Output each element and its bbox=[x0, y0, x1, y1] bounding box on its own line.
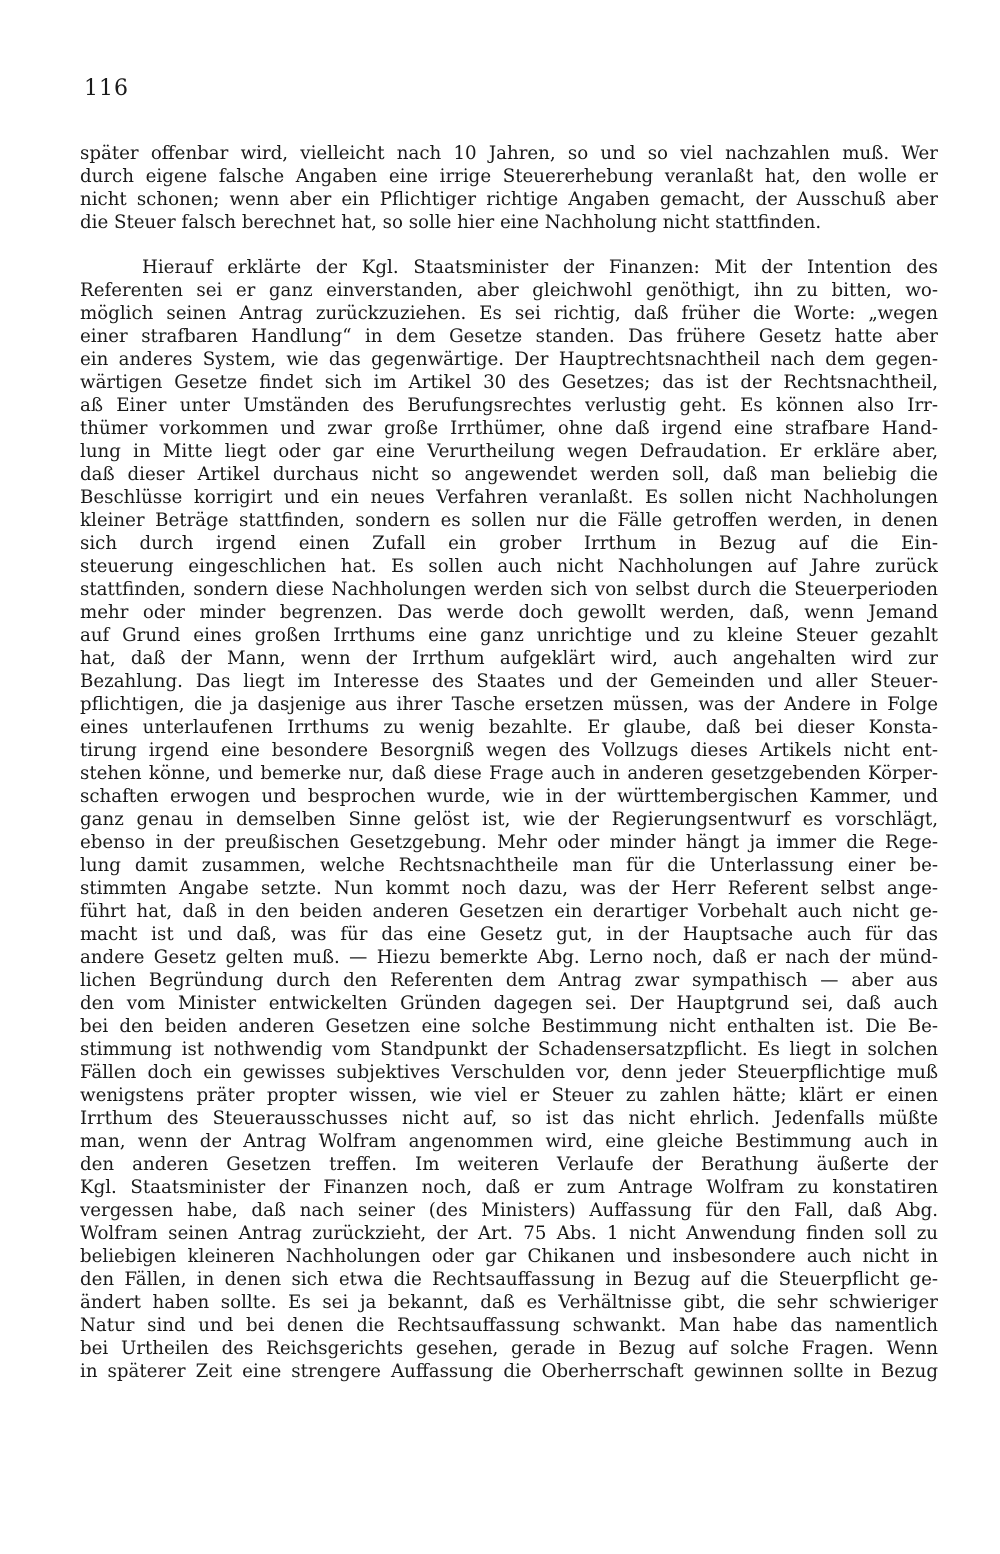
text-line: nicht schonen; wenn aber ein Pflichtiger richtige Angaben gemacht, der Ausschuß aber bbox=[80, 189, 938, 210]
text-line: Beschlüsse korrigirt und ein neues Verfahren veranlaßt. Es sollen nicht Nachholungen bbox=[80, 487, 938, 508]
text-line: Referenten sei er ganz einverstanden, aber gleichwohl genöthigt, ihn zu bitten, wo- bbox=[80, 280, 938, 301]
text-line: steuerung eingeschlichen hat. Es sollen auch nicht Nachholungen auf Jahre zurück bbox=[80, 556, 938, 577]
text-line: möglich seinen Antrag zurückzuziehen. Es sei richtig, daß früher die Worte: „wegen bbox=[80, 303, 938, 324]
text-line: in späterer Zeit eine strengere Auffassung die Oberherrschaft gewinnen sollte in Bezug bbox=[80, 1361, 938, 1382]
text-line: thümer vorkommen und zwar große Irrthümer, ohne daß irgend eine strafbare Hand- bbox=[80, 418, 938, 439]
text-line: stattfinden, sondern diese Nachholungen werden sich von selbst durch die Steuerperioden bbox=[80, 579, 938, 600]
text-line: pflichtigen, die ja dasjenige aus ihrer Tasche ersetzen müssen, was der Andere in Folge bbox=[80, 694, 938, 715]
text-line: führt hat, daß in den beiden anderen Gesetzen ein derartiger Vorbehalt auch nicht ge- bbox=[80, 901, 938, 922]
text-line: den Fällen, in denen sich etwa die Rechtsauffassung in Bezug auf die Steuerpflicht ge- bbox=[80, 1269, 938, 1290]
text-line: hat, daß der Mann, wenn der Irrthum aufgeklärt wird, auch angehalten wird zur bbox=[80, 648, 938, 669]
text-line: ganz genau in demselben Sinne gelöst ist, wie der Regierungsentwurf es vorschlägt, bbox=[80, 809, 938, 830]
text-line: bei den beiden anderen Gesetzen eine solche Bestimmung nicht enthalten ist. Die Be- bbox=[80, 1016, 938, 1037]
text-line: ein anderes System, wie das gegenwärtige. Der Hauptrechtsnachtheil nach dem gegen- bbox=[80, 349, 938, 370]
text-line: tirung irgend eine besondere Besorgniß wegen des Vollzugs dieses Artikels nicht ent- bbox=[80, 740, 938, 761]
text-line: Kgl. Staatsminister der Finanzen noch, daß er zum Antrage Wolfram zu konstatiren bbox=[80, 1177, 938, 1198]
text-line: stehen könne, und bemerke nur, daß diese Frage auch in anderen gesetzgebenden Körper- bbox=[80, 763, 938, 784]
text-line: den anderen Gesetzen treffen. Im weiteren Verlaufe der Berathung äußerte der bbox=[80, 1154, 938, 1175]
text-line: Natur sind und bei denen die Rechtsauffassung schwankt. Man habe das namentlich bbox=[80, 1315, 938, 1336]
page-number: 116 bbox=[84, 76, 129, 101]
text-line: ebenso in der preußischen Gesetzgebung. Mehr oder minder hängt ja immer die Rege- bbox=[80, 832, 938, 853]
text-line: kleiner Beträge stattfinden, sondern es sollen nur die Fälle getroffen werden, in denen bbox=[80, 510, 938, 531]
text-line: einer strafbaren Handlung“ in dem Gesetze standen. Das frühere Gesetz hatte aber bbox=[80, 326, 938, 347]
text-line: stimmung ist nothwendig vom Standpunkt der Schadensersatzpflicht. Es liegt in solchen bbox=[80, 1039, 938, 1060]
text-line: Hierauf erklärte der Kgl. Staatsminister der Finanzen: Mit der Intention des bbox=[142, 257, 938, 278]
text-line: den vom Minister entwickelten Gründen dagegen sei. Der Hauptgrund sei, daß auch bbox=[80, 993, 938, 1014]
text-line: Wolfram seinen Antrag zurückzieht, der Art. 75 Abs. 1 nicht Anwendung finden soll zu bbox=[80, 1223, 938, 1244]
text-line: schaften erwogen und besprochen wurde, wie in der württembergischen Kammer, und bbox=[80, 786, 938, 807]
text-line: beliebigen kleineren Nachholungen oder gar Chikanen und insbesondere auch nicht in bbox=[80, 1246, 938, 1267]
text-line: andere Gesetz gelten muß. — Hiezu bemerkte Abg. Lerno noch, daß er nach der münd- bbox=[80, 947, 938, 968]
text-line: lung in Mitte liegt oder gar eine Verurtheilung wegen Defraudation. Er erkläre aber, bbox=[80, 441, 938, 462]
text-line: mehr oder minder begrenzen. Das werde doch gewollt werden, daß, wenn Jemand bbox=[80, 602, 938, 623]
paragraph-2 bbox=[80, 256, 938, 1383]
text-line: Irrthum des Steuerausschusses nicht auf, so ist das nicht ehrlich. Jedenfalls müßte bbox=[80, 1108, 938, 1129]
text-line: später offenbar wird, vielleicht nach 10 Jahren, so und so viel nachzahlen muß. Wer bbox=[80, 143, 938, 164]
text-line: durch eigene falsche Angaben eine irrige Steuererhebung veranlaßt hat, den wolle er bbox=[80, 166, 938, 187]
text-line: man, wenn der Antrag Wolfram angenommen wird, eine gleiche Bestimmung auch in bbox=[80, 1131, 938, 1152]
text-line: daß dieser Artikel durchaus nicht so angewendet werden soll, daß man beliebig die bbox=[80, 464, 938, 485]
text-line: lichen Begründung durch den Referenten dem Antrag zwar sympathisch — aber aus bbox=[80, 970, 938, 991]
text-line: auf Grund eines großen Irrthums eine ganz unrichtige und zu kleine Steuer gezahlt bbox=[80, 625, 938, 646]
text-line: Bezahlung. Das liegt im Interesse des Staates und der Gemeinden und aller Steuer- bbox=[80, 671, 938, 692]
text-line: aß Einer unter Umständen des Berufungsrechtes verlustig geht. Es können also Irr- bbox=[80, 395, 938, 416]
text-line: vergessen habe, daß nach seiner (des Ministers) Auffassung für den Fall, daß Abg. bbox=[80, 1200, 938, 1221]
text-line: die Steuer falsch berechnet hat, so solle hier eine Nachholung nicht stattfinden. bbox=[80, 212, 822, 233]
text-line: stimmten Angabe setzte. Nun kommt noch dazu, was der Herr Referent selbst ange- bbox=[80, 878, 938, 899]
text-line: Fällen doch ein gewisses subjektives Verschulden vor, denn jeder Steuerpflichtige muß bbox=[80, 1062, 938, 1083]
text-line: lung damit zusammen, welche Rechtsnachtheile man für die Unterlassung einer be- bbox=[80, 855, 938, 876]
text-line: wenigstens präter propter wissen, wie viel er Steuer zu zahlen hätte; klärt er einen bbox=[80, 1085, 938, 1106]
text-line: eines unterlaufenen Irrthums zu wenig bezahlte. Er glaube, daß bei dieser Konsta- bbox=[80, 717, 938, 738]
text-line: bei Urtheilen des Reichsgerichts gesehen, gerade in Bezug auf solche Fragen. Wenn bbox=[80, 1338, 938, 1359]
text-line: sich durch irgend einen Zufall ein grober Irrthum in Bezug auf die Ein- bbox=[80, 533, 938, 554]
text-line: wärtigen Gesetze findet sich im Artikel 30 des Gesetzes; das ist der Rechtsnachtheil, bbox=[80, 372, 938, 393]
text-line: ändert haben sollte. Es sei ja bekannt, daß es Verhältnisse gibt, die sehr schwieriger bbox=[80, 1292, 938, 1313]
text-line: macht ist und daß, was für das eine Gesetz gut, in der Hauptsache auch für das bbox=[80, 924, 938, 945]
paragraph-1 bbox=[80, 142, 938, 234]
